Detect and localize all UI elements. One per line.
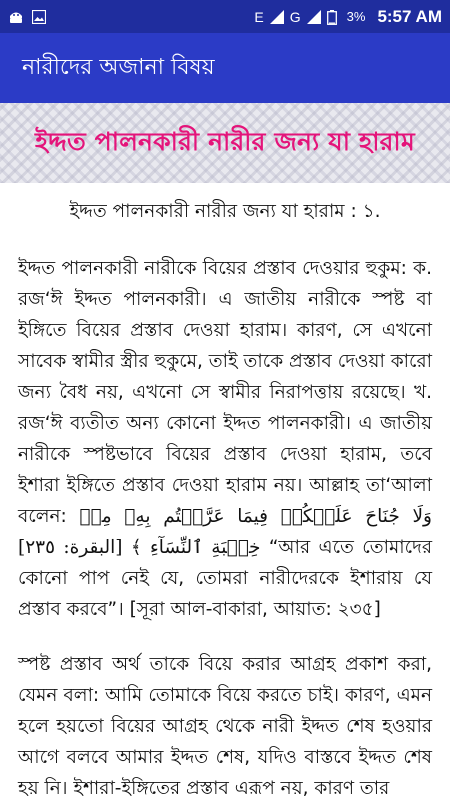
article-title: ইদ্দত পালনকারী নারীর জন্য যা হারাম [35,126,415,156]
app-bar [0,33,450,103]
android-icon [8,10,22,24]
app-title: নারীদের অজানা বিষয় [22,54,215,80]
quran-verse: وَلَا جُنَاحَ عَلَيۡكُمۡ فِيمَا عَرَّضۡتُم بِهِۦ مِنۡ خِطۡبَةِ ٱلنِّسَآءِ ﴾ [البقرة: ٢٣٥] [18,506,432,558]
article-subtitle: ইদ্দত পালনকারী নারীর জন্য যা হারাম : ১. [69,201,381,222]
article-paragraph-2: স্পষ্ট প্রস্তাব অর্থ তাকে বিয়ে করার আগ্রহ প্রকাশ করা, যেমন বলা: আমি তোমাকে বিয়ে করতে চাই। কারণ, এমন হলে হয়তো বিয়ের আগ্রহ থেকে নারী ইদ্দত শেষ হওয়ার আগে বলবে আমার ইদ্দত শেষ, যদিও বাস্তবে ইদ্দত শেষ হয় নি। ইশারা-ইঙ্গিতের প্রস্তাব এরূপ নয়, কারণ তার [18,654,432,799]
signal-type: G [289,8,301,25]
article-banner [0,103,450,183]
battery-icon [327,10,341,24]
article-paragraph-1 [18,253,432,625]
paragraph-1-text: ইদ্দত পালনকারী নারীকে বিয়ের প্রস্তাব দেওয়ার হুকুম: ক. রজ‘ঈ ইদ্দত পালনকারী। এ জাতীয় নারীকে স্পষ্ট বা ইঙ্গিতে বিয়ের প্রস্তাব দেওয়া হারাম। কারণ, সে এখনো সাবেক স্বামীর স্ত্রীর হুকুমে, তাই তাকে প্রস্তাব দেওয়া কারো জন্য বৈধ নয়, এখনো সে স্বামীর নিরাপত্তায় রয়েছে। খ. রজ‘ঈ ব্যতীত অন্য কোনো ইদ্দত পালনকারী। এ জাতীয় নারীকে স্পষ্টভাবে বিয়ের প্রস্তাব দেওয়া হারাম, তবে ইশারা ইঙ্গিতে প্রস্তাব দেওয়া হারাম নয়। আল্লাহ তা‘আলা বলেন: [18,258,432,527]
signal-strength-icon [307,10,321,24]
article-content[interactable] [0,190,450,800]
battery-percent: 3% [346,9,366,24]
paragraph-1-translation: “আর এতে তোমাদের কোনো পাপ নেই যে, তোমরা নারীদেরকে ইশারায় যে প্রস্তাব করবে”। [সূরা আল-বাকারা, আয়াত: ২৩৫] [18,537,432,620]
signal-icon [270,10,284,24]
clock: 5:57 AM [377,6,442,26]
status-bar-right [254,7,442,27]
status-bar-left [8,10,46,24]
network-type: E [254,8,264,25]
status-bar [0,0,450,33]
image-icon [32,10,46,24]
